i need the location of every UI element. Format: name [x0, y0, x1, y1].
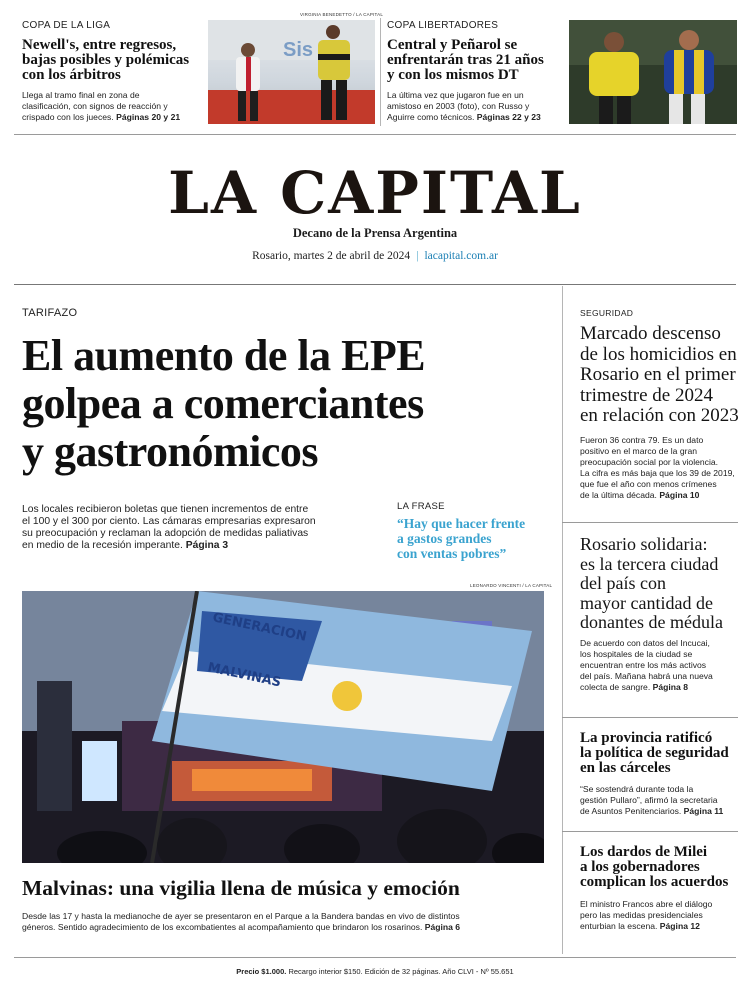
flag-text: GENERACION	[211, 610, 308, 645]
body-line: pero las medidas presidenciales	[580, 910, 703, 920]
photo-headline[interactable]: Malvinas: una vigilia llena de música y emoción	[22, 876, 460, 900]
central-penarol-photo[interactable]	[569, 20, 737, 124]
body-line: los hospitales de la ciudad se	[580, 649, 693, 659]
footer-info	[0, 967, 750, 976]
body-line: Aguirre como técnicos.	[387, 112, 475, 122]
main-headline-line: y gastronómicos	[22, 427, 319, 476]
solidaria-headline[interactable]	[580, 535, 740, 633]
masthead-dateline	[0, 250, 750, 262]
headline-line: donantes de médula	[580, 612, 723, 632]
separator: |	[416, 250, 419, 262]
headline-line: trimestre de 2024	[580, 384, 713, 406]
page-ref: Página 11	[683, 806, 724, 816]
body-line: La cifra es más baja que los 39 de 2019,	[580, 468, 735, 478]
top-left-kicker: COPA DE LA LIGA	[22, 20, 111, 31]
svg-text:Sis: Sis	[283, 39, 314, 61]
section-rule	[562, 831, 738, 832]
headline-line: en relación con 2023	[580, 405, 739, 426]
section-rule	[562, 522, 738, 523]
solidaria-body	[580, 638, 740, 693]
body-line: de Asuntos Penitenciarios.	[580, 806, 682, 816]
top-left-headline-line: bajas posibles y polémicas	[22, 52, 190, 68]
security-kicker: SEGURIDAD	[580, 308, 634, 318]
page-ref: Página 6	[424, 922, 461, 932]
body-line: colecta de sangre.	[580, 682, 651, 692]
body-line: géneros. Sentido agradecimiento de los excombatientes al acompañamiento que brindaron los rosarinos.	[22, 922, 423, 932]
body-line: crispado con los jueces.	[22, 112, 114, 122]
date: Rosario, martes 2 de abril de 2024	[252, 250, 411, 262]
top-left-headline-line: con los árbitros	[22, 67, 121, 83]
body-line: encuentran entre los más activos	[580, 660, 707, 670]
top-right-headline-line: enfrentarán tras 21 años	[387, 52, 544, 68]
top-left-body	[22, 90, 212, 123]
header-rule	[14, 134, 736, 135]
headline-line: en las cárceles	[580, 760, 671, 776]
body-line: enturbian la escena.	[580, 921, 658, 931]
top-left-headline-line: Newell's, entre regresos,	[22, 37, 177, 53]
body-line: Llega al tramo final en zona de	[22, 90, 140, 100]
milei-body	[580, 899, 740, 932]
main-headline-line: El aumento de la EPE	[22, 331, 426, 380]
body-line: Fueron 36 contra 79. Es un dato	[580, 435, 704, 445]
quote-line: con ventas pobres”	[397, 546, 507, 561]
headline-line: Rosario en el primer	[580, 364, 736, 385]
headline-line: de los homicidios en	[580, 343, 737, 365]
body-line: De acuerdo con datos del Incucai,	[580, 638, 710, 648]
headline-line: del país con	[580, 573, 666, 593]
body-line: La última vez que jugaron fue en un	[387, 90, 524, 100]
top-right-kicker: COPA LIBERTADORES	[387, 20, 499, 31]
body-line: del país. Mañana habrá una nueva	[580, 671, 713, 681]
main-kicker: TARIFAZO	[22, 307, 78, 319]
page-ref: Página 3	[185, 540, 229, 551]
milei-headline[interactable]	[580, 845, 740, 890]
body-line: su preocupación y reclaman la adopción de medidas paliativas	[22, 528, 309, 539]
top-right-headline[interactable]	[387, 38, 567, 83]
photo-credit: VIRGINIA BENEDETTO / LA CAPITAL	[300, 12, 384, 17]
masthead-tagline: Decano de la Prensa Argentina	[292, 226, 458, 240]
quote-kicker: LA FRASE	[397, 501, 445, 512]
body-line: gestión Pullaro”, afirmó la secretaria	[580, 795, 718, 805]
main-body	[22, 504, 392, 552]
headline-line: La provincia ratificó	[580, 730, 713, 746]
page-ref: Página 10	[659, 490, 700, 500]
headline-line: Marcado descenso	[580, 323, 721, 344]
security-headline[interactable]	[580, 324, 740, 427]
column-divider	[380, 18, 381, 126]
body-line: preocupación social por la violencia.	[580, 457, 719, 467]
website-link[interactable]: lacapital.com.ar	[424, 250, 498, 262]
security-body	[580, 435, 740, 501]
page-ref: Página 8	[652, 682, 688, 692]
right-column-divider	[562, 286, 563, 954]
body-line: Desde las 17 y hasta la medianoche de ayer se presentaron en el Parque a la Bandera bandas en vivo de distintos	[22, 911, 460, 921]
body-line: que fue el año con menos crímenes	[580, 479, 717, 489]
carceles-headline[interactable]	[580, 731, 740, 776]
top-right-body	[387, 90, 569, 123]
flag-text: MALVINAS	[206, 660, 283, 691]
body-line: clasificación, con signos de reacción y	[22, 101, 168, 111]
photo-body	[22, 911, 552, 933]
top-right-headline-line: y con los mismos DT	[387, 67, 519, 83]
headline-line: a los gobernadores	[580, 859, 700, 875]
headline-line: Los dardos de Milei	[580, 844, 708, 860]
body-line: “Se sostendrá durante toda la	[580, 784, 694, 794]
body-line: Los locales recibieron boletas que tienen incrementos de entre	[22, 504, 309, 515]
masthead-title[interactable]: LA CAPITAL	[168, 159, 582, 227]
quote-line: “Hay que hacer frente	[397, 516, 526, 531]
quote-line: a gastos grandes	[397, 531, 492, 546]
photo-credit: LEONARDO VINCENTI / LA CAPITAL	[470, 583, 553, 588]
body-line: amistoso en 2003 (foto), con Russo y	[387, 101, 530, 111]
headline-line: la política de seguridad	[580, 745, 729, 761]
body-line: el 100 y el 300 por ciento. Las cámaras empresarias expresaron	[22, 516, 316, 527]
headline-line: complican los acuerdos	[580, 874, 729, 890]
headline-line: es la tercera ciudad	[580, 553, 719, 574]
footer-rule	[14, 957, 736, 958]
masthead-rule	[14, 284, 736, 285]
page-ref: Páginas 20 y 21	[116, 112, 181, 122]
headline-line: mayor cantidad de	[580, 592, 713, 613]
quote-text	[397, 516, 547, 561]
body-line: de la última década.	[580, 490, 657, 500]
soccer-players-illustration	[208, 20, 375, 124]
newells-photo[interactable]	[208, 20, 375, 124]
page-ref: Páginas 22 y 23	[476, 112, 541, 122]
headline-line: Rosario solidaria:	[580, 534, 708, 554]
section-rule	[562, 717, 738, 718]
body-line: positivo en el marco de la gran	[580, 446, 698, 456]
main-headline[interactable]	[22, 332, 552, 476]
main-headline-line: golpea a comerciantes	[22, 379, 424, 428]
page-ref: Página 12	[659, 921, 700, 931]
price: Precio $1.000.	[236, 967, 287, 976]
carceles-body	[580, 784, 740, 817]
top-left-headline[interactable]	[22, 38, 212, 83]
top-right-headline-line: Central y Peñarol se	[387, 37, 518, 53]
soccer-match-illustration	[569, 20, 737, 124]
vigil-concert-illustration	[22, 591, 544, 863]
malvinas-photo[interactable]	[22, 591, 544, 863]
body-line: en medio de la recesión imperante.	[22, 540, 183, 551]
edition-info: Recargo interior $150. Edición de 32 páginas. Año CLVI - Nº 55.651	[288, 967, 514, 976]
body-line: El ministro Francos abre el diálogo	[580, 899, 713, 909]
